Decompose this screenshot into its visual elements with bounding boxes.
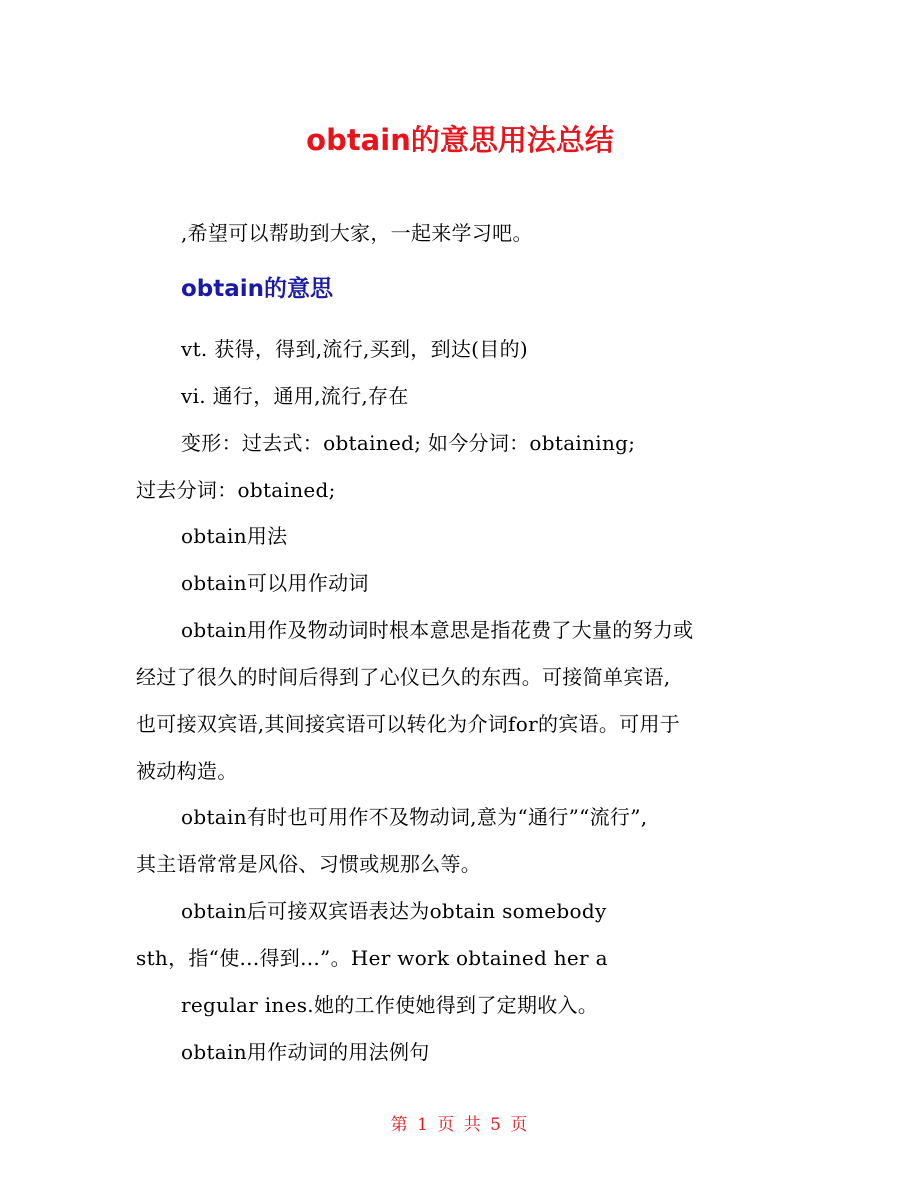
paragraph-line: 被动构造。 — [136, 759, 238, 783]
example-sentence: regular ines.她的工作使她得到了定期收入。 — [181, 993, 599, 1017]
paragraph-line: 其主语常常是风俗、习惯或规那么等。 — [136, 852, 482, 876]
paragraph-line: obtain有时也可用作不及物动词,意为“通行”“流行”, — [181, 805, 648, 829]
paragraph-line: 经过了很久的时间后得到了心仪已久的东西。可接简单宾语, — [136, 665, 671, 689]
section-heading: obtain的意思 — [181, 276, 334, 302]
usage-heading: obtain用法 — [181, 524, 288, 548]
paragraph-line: 也可接双宾语,其间接宾语可以转化为介词for的宾语。可用于 — [136, 712, 681, 736]
definition-vt: vt. 获得，得到,流行,买到，到达(目的) — [181, 337, 528, 361]
paragraph-line: obtain用作及物动词时根本意思是指花费了大量的努力或 — [181, 618, 694, 642]
definition-vi: vi. 通行，通用,流行,存在 — [181, 384, 409, 408]
inflection-line-cont: 过去分词：obtained; — [136, 478, 336, 502]
paragraph-line: sth，指“使...得到...”。Her work obtained her a — [136, 946, 608, 970]
examples-heading: obtain用作动词的用法例句 — [181, 1040, 430, 1064]
page-footer: 第 1 页 共 5 页 — [390, 1115, 530, 1135]
paragraph-line: obtain后可接双宾语表达为obtain somebody — [181, 899, 607, 923]
inflection-line: 变形：过去式：obtained; 如今分词：obtaining; — [181, 431, 636, 455]
document-title: obtain的意思用法总结 — [306, 123, 614, 157]
intro-paragraph: ,希望可以帮助到大家，一起来学习吧。 — [181, 221, 533, 245]
usage-line: obtain可以用作动词 — [181, 571, 369, 595]
